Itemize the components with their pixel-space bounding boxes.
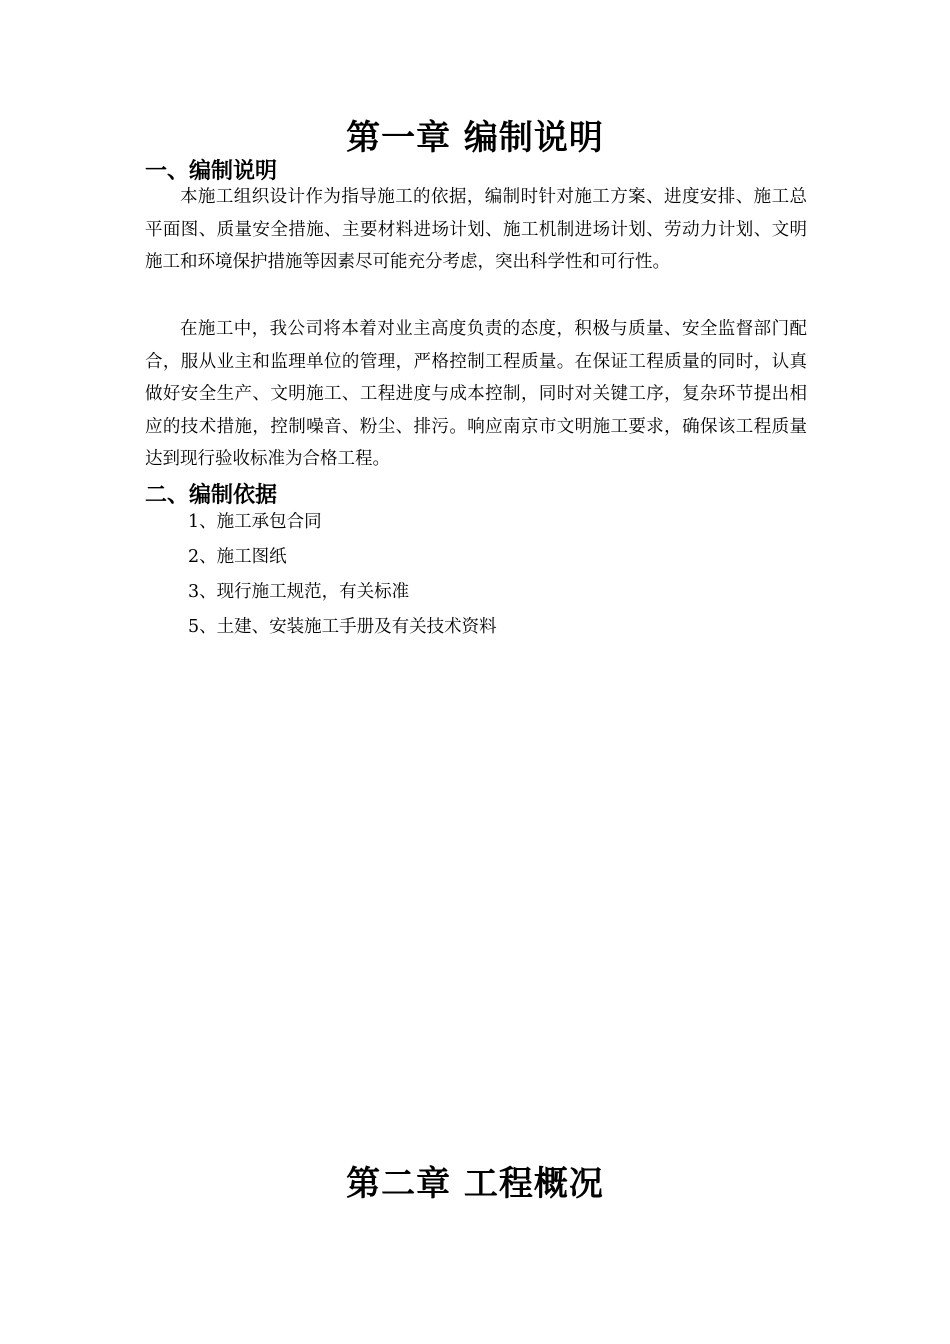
- list-item: 5、土建、安装施工手册及有关技术资料: [188, 617, 497, 637]
- list-item: 1、施工承包合同: [188, 512, 322, 532]
- basis-list: [188, 505, 497, 645]
- section-1-paragraph-2: 在施工中，我公司将本着对业主高度负责的态度，积极与质量、安全监督部门配合，服从业主和监理单位的管理，严格控制工程质量。在保证工程质量的同时，认真做好安全生产、文明施工、工程进度与成本控制，同时对关键工序，复杂环节提出相应的技术措施，控制噪音、粉尘、排污。响应南京市文明施工要求，确保该工程质量达到现行验收标准为合格工程。: [145, 319, 807, 469]
- chapter-1-title: 第一章 编制说明: [346, 118, 604, 158]
- chapter-2-title: 第二章 工程概况: [346, 1164, 604, 1204]
- section-2-heading: 二、编制依据: [145, 483, 278, 508]
- section-1-heading: 一、编制说明: [145, 159, 278, 184]
- list-item: 3、现行施工规范，有关标准: [188, 582, 410, 602]
- list-item: 2、施工图纸: [188, 547, 287, 567]
- section-1-paragraph-1: 本施工组织设计作为指导施工的依据，编制时针对施工方案、进度安排、施工总平面图、质量安全措施、主要材料进场计划、施工机制进场计划、劳动力计划、文明施工和环境保护措施等因素尽可能充分考虑，突出科学性和可行性。: [145, 187, 807, 272]
